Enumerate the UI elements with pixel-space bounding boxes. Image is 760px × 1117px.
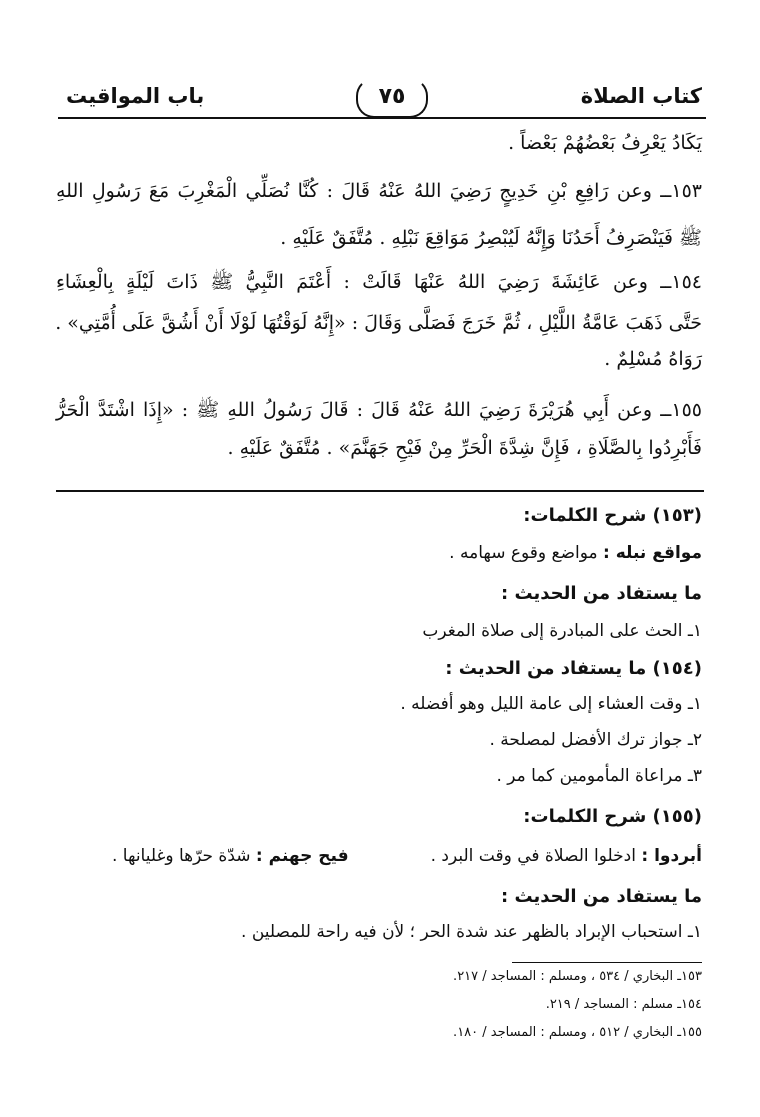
benefit-heading-155: ما يستفاد من الحديث : xyxy=(501,886,702,907)
section-divider xyxy=(56,490,704,492)
hadith-line: ١٥٥ــ وعن أَبِي هُرَيْرَةَ رَضِيَ اللهُ عَنْهُ قَالَ : قَالَ رَسُولُ اللهِ ﷺ : «إِذَا اشْتَدَّ الْحَرُّ xyxy=(56,399,702,421)
benefit-item: ١ـ الحث على المبادرة إلى صلاة المغرب xyxy=(422,621,702,641)
benefit-item: ١ـ استحباب الإبراد بالظهر عند شدة الحر ؛ لأن فيه راحة للمصلين . xyxy=(241,922,702,942)
hadith-line: فَأَبْرِدُوا بِالصَّلَاةِ ، فَإِنَّ شِدَّةَ الْحَرِّ مِنْ فَيْحِ جَهَنَّمَ» . مُتَّفَقٌ عَلَيْهِ . xyxy=(227,437,702,459)
footnote: ١٥٤ـ مسلم : المساجد / ٢١٩. xyxy=(545,997,702,1012)
word-entry-155-second xyxy=(112,846,349,866)
hadith-line: حَتَّى ذَهَبَ عَامَّةُ اللَّيْلِ ، ثُمَّ خَرَجَ فَصَلَّى وَقَالَ : «إِنَّهُ لَوَقْتُهَا لَوْلَا أَنْ أَشُقَّ عَلَى أُمَّتِي» . xyxy=(55,312,702,334)
footnote: ١٥٥ـ البخاري / ٥١٢ ، ومسلم : المساجد / ١٨٠. xyxy=(453,1025,702,1040)
word-term: أبردوا : xyxy=(641,846,702,866)
hadith-line: ﷺ فَيَنْصَرِفُ أَحَدُنَا وَإِنَّهُ لَيُبْصِرُ مَوَاقِعَ نَبْلِهِ . مُتَّفَقٌ عَلَيْهِ . xyxy=(280,227,702,249)
benefit-item: ١ـ وقت العشاء إلى عامة الليل وهو أفضله . xyxy=(400,694,702,714)
word-definition: ادخلوا الصلاة في وقت البرد . xyxy=(430,846,636,866)
words-heading-155: (١٥٥) شرح الكلمات: xyxy=(523,806,702,827)
hadith-line: يَكَادُ يَعْرِفُ بَعْضُهُمْ بَعْضاً . xyxy=(508,132,702,154)
word-definition: مواضع وقوع سهامه . xyxy=(449,543,598,563)
benefit-heading-154: (١٥٤) ما يستفاد من الحديث : xyxy=(445,658,702,679)
word-definition: شدّة حرّها وغليانها . xyxy=(112,846,251,866)
footnote: ١٥٣ـ البخاري / ٥٣٤ ، ومسلم : المساجد / ٢١٧. xyxy=(453,969,702,984)
word-entry-155 xyxy=(431,846,702,866)
word-term: فيح جهنم : xyxy=(255,846,349,866)
book-title: كتاب الصلاة xyxy=(580,84,702,108)
hadith-line: رَوَاهُ مُسْلِمٌ . xyxy=(604,348,702,370)
benefit-heading-153: ما يستفاد من الحديث : xyxy=(501,583,702,604)
hadith-line: ١٥٣ــ وعن رَافِعِ بْنِ خَدِيجٍ رَضِيَ اللهُ عَنْهُ قَالَ : كُنَّا نُصَلِّي الْمَغْرِبَ مَعَ رَسُولِ اللهِ xyxy=(56,180,702,202)
benefit-item: ٣ـ مراعاة المأمومين كما مر . xyxy=(496,766,702,786)
benefit-item: ٢ـ جواز ترك الأفضل لمصلحة . xyxy=(489,730,702,750)
word-term: مواقع نبله : xyxy=(603,543,702,563)
chapter-title: باب المواقيت xyxy=(66,84,205,108)
page-number: ٧٥ xyxy=(356,78,428,118)
words-heading-153: (١٥٣) شرح الكلمات: xyxy=(523,505,702,526)
header-rule xyxy=(58,117,706,119)
hadith-line: ١٥٤ــ وعن عَائِشَةَ رَضِيَ اللهُ عَنْهَا قَالَتْ : أَعْتَمَ النَّبِيُّ ﷺ ذَاتَ لَيْلَةٍ بِالْعِشَاءِ xyxy=(56,271,702,293)
footnote-rule xyxy=(512,962,702,963)
word-entry-153 xyxy=(449,543,702,563)
